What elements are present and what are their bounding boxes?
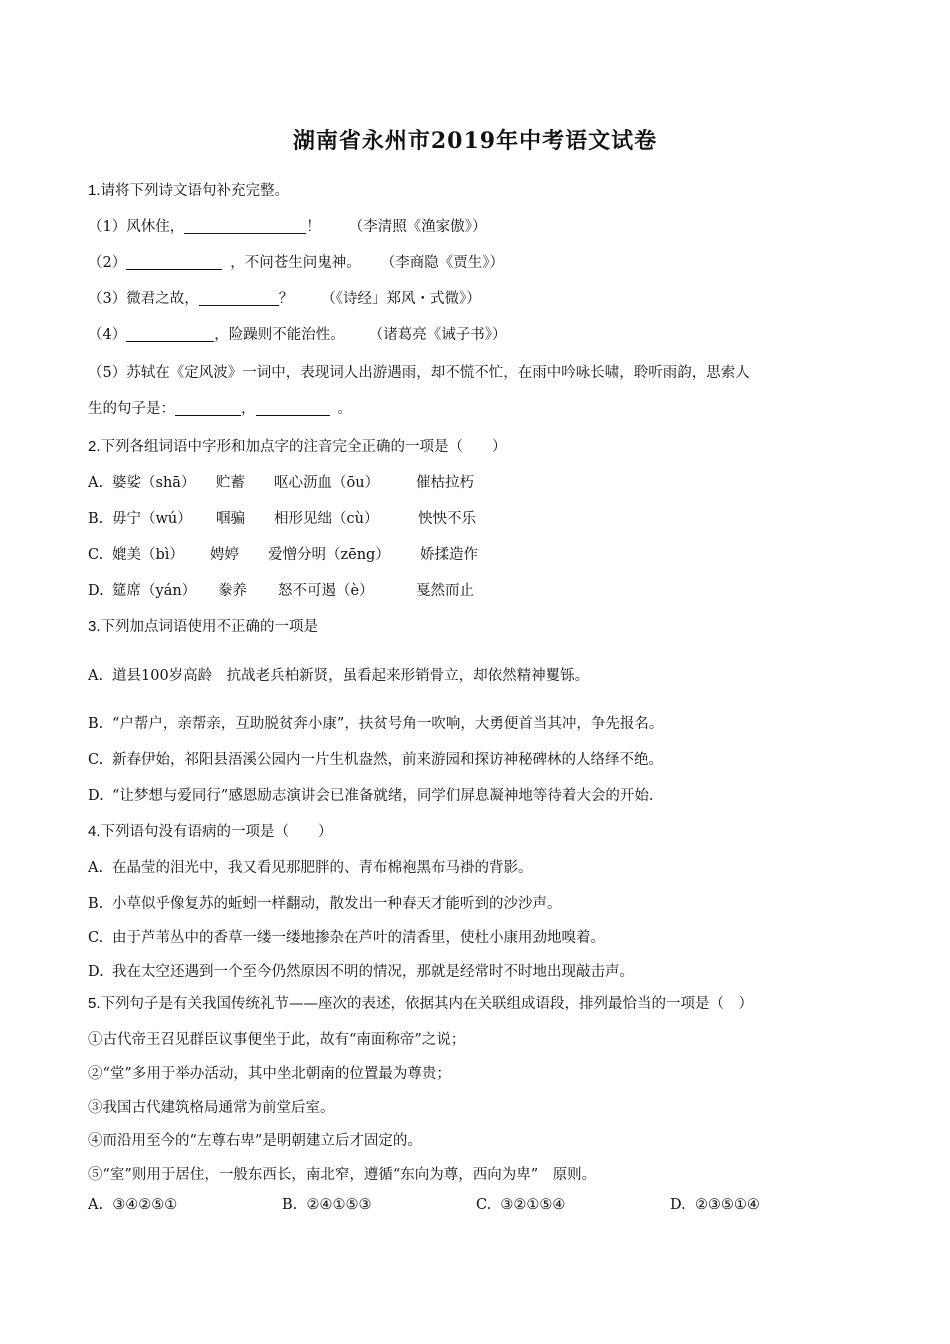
option-word: 相形见绌（cù）: [274, 511, 379, 527]
question-number: 1.: [88, 182, 101, 199]
q4-option-a: [88, 857, 890, 879]
q1-item-4: [88, 324, 890, 346]
option-text: ③④②⑤①: [112, 1197, 178, 1213]
option-label: B.: [88, 896, 104, 912]
option-label: D.: [88, 788, 104, 804]
q5-sentence: [88, 1097, 890, 1119]
option-word: 怒不可遏（è）: [278, 583, 374, 599]
q1-item-3: [88, 288, 890, 310]
option-word: 媲美（bì）: [112, 547, 184, 563]
question-text: 请将下列诗文语句补充完整。: [100, 183, 290, 199]
q1-item-2: [88, 252, 890, 274]
question-text: 下列语句没有语病的一项是（ ）: [100, 824, 333, 840]
answer-blank[interactable]: [126, 253, 222, 270]
item-source: （诸葛亮《诫子书》）: [368, 327, 507, 343]
item-source: （《诗经」郑风・式微》）: [321, 291, 481, 307]
q3-option-d: [88, 785, 890, 807]
option-word: 婆娑（shā）: [112, 475, 196, 491]
option-text: ②③⑤①④: [694, 1197, 760, 1213]
sentence-text: ③我国古代建筑格局通常为前堂后室。: [88, 1100, 335, 1116]
option-word: 毋宁（wú）: [112, 511, 192, 527]
q3-option-a: [88, 665, 890, 687]
option-text: 我在太空还遇到一个至今仍然原因不明的情况，那就是经常时不时地出现敲击声。: [112, 964, 634, 980]
option-word: 怏怏不乐: [418, 511, 476, 527]
q5-answer-options: [88, 1197, 888, 1219]
option-text: 在晶莹的泪光中，我又看见那肥胖的、青布棉袍黑布马褂的背影。: [112, 860, 533, 876]
option-label: A.: [88, 860, 104, 876]
option-text: ③②①⑤④: [500, 1197, 566, 1213]
q5-option-a[interactable]: [88, 1197, 177, 1213]
option-word: 娇揉造作: [420, 547, 478, 563]
question-text: 下列句子是有关我国传统礼节——座次的表述，依据其内在关联组成语段，排列最恰当的一项是（ ）: [100, 996, 754, 1012]
answer-blank[interactable]: [126, 325, 214, 342]
item-suffix: ？: [278, 291, 294, 307]
item-prefix: （1）风休住，: [88, 219, 185, 235]
option-label: A.: [88, 475, 104, 491]
answer-blank[interactable]: [184, 217, 306, 234]
q5-sentence: [88, 1029, 890, 1051]
q1-item-5-line2: [88, 398, 890, 420]
item-prefix: （2）: [88, 255, 127, 271]
answer-blank[interactable]: [175, 399, 241, 416]
q4-option-d: [88, 961, 890, 983]
option-label: A.: [88, 1197, 104, 1213]
q2-option-a: [88, 472, 890, 494]
option-text: 由于芦苇丛中的香草一缕一缕地掺杂在芦叶的清香里，使杜小康用劲地嗅着。: [112, 930, 605, 946]
option-label: C.: [88, 547, 104, 563]
item-prefix: （3）微君之故，: [88, 291, 199, 307]
item-suffix: 。: [337, 401, 352, 417]
item-prefix: （4）: [88, 327, 127, 343]
option-label: C.: [476, 1197, 492, 1213]
q4-option-c: [88, 927, 890, 949]
option-word: 催枯拉朽: [416, 475, 474, 491]
option-label: D.: [670, 1197, 686, 1213]
sentence-text: ④而沿用至今的“左尊右卑”是明朝建立后才固定的。: [88, 1133, 422, 1149]
option-word: 贮蓄: [216, 475, 245, 491]
item-text: （5）苏轼在《定风波》一词中，表现词人出游遇雨，却不慌不忙，在雨中吟咏长啸，聆听雨韵，思索人: [88, 365, 750, 381]
sentence-text: ⑤“室”则用于居住，一般东西长，南北窄，遵循“东向为尊，西向为卑” 原则。: [88, 1167, 597, 1183]
option-word: 爱憎分明（zēng）: [268, 547, 390, 563]
item-source: （李商隐《贾生》）: [380, 255, 504, 271]
q5-option-d[interactable]: [670, 1197, 760, 1213]
q2-option-d: [88, 580, 890, 602]
question-4-stem: [88, 821, 890, 843]
option-word: 啯骗: [216, 511, 245, 527]
option-word: 戛然而止: [416, 583, 474, 599]
question-number: 2.: [88, 438, 101, 455]
q5-option-b[interactable]: [282, 1197, 371, 1213]
question-5-stem: [88, 993, 890, 1015]
page-title: 湖南省永州市2019年中考语文试卷: [292, 128, 658, 154]
q5-option-c[interactable]: [476, 1197, 565, 1213]
option-word: 娉婷: [210, 547, 239, 563]
item-suffix: ！: [306, 219, 321, 235]
q5-sentence: [88, 1164, 890, 1186]
question-2-stem: [88, 436, 890, 458]
q2-option-b: [88, 508, 890, 530]
option-label: B.: [282, 1197, 298, 1213]
option-label: D.: [88, 964, 104, 980]
sentence-text: ①古代帝王召见群臣议事便坐于此，故有“南面称帝”之说；: [88, 1032, 466, 1048]
question-number: 3.: [88, 618, 101, 635]
question-number: 5.: [88, 995, 101, 1012]
sentence-text: ②“堂”多用于举办活动，其中坐北朝南的位置最为尊贵；: [88, 1066, 451, 1082]
option-label: B.: [88, 511, 104, 527]
question-number: 4.: [88, 823, 101, 840]
option-text: 道县100岁高龄 抗战老兵柏新贤，虽看起来形销骨立，却依然精神矍铄。: [112, 668, 590, 684]
option-text: ②④①⑤③: [306, 1197, 372, 1213]
q3-option-c: [88, 749, 890, 771]
option-text: 小草似乎像复苏的蚯蚓一样翻动，散发出一种春天才能听到的沙沙声。: [112, 896, 562, 912]
q2-option-c: [88, 544, 890, 566]
option-label: C.: [88, 752, 104, 768]
option-text: 新春伊始，祁阳县浯溪公园内一片生机盎然，前来游园和探访神秘碑林的人络绎不绝。: [112, 752, 663, 768]
option-label: B.: [88, 716, 104, 732]
q5-sentence: [88, 1063, 890, 1085]
option-label: A.: [88, 668, 104, 684]
option-text: “让梦想与爱同行”感恩励志演讲会已准备就绪，同学们屏息凝神地等待着大会的开始.: [112, 788, 654, 804]
question-text: 下列加点词语使用不正确的一项是: [100, 619, 319, 635]
option-word: 豢养: [218, 583, 247, 599]
answer-blank[interactable]: [256, 399, 330, 416]
item-suffix: ，险躁则不能治性。: [214, 327, 345, 343]
q4-option-b: [88, 893, 890, 915]
question-1-stem: [88, 180, 890, 202]
q3-option-b: [88, 713, 890, 735]
question-3-stem: [88, 616, 890, 638]
answer-blank[interactable]: [199, 289, 279, 306]
option-label: C.: [88, 930, 104, 946]
q1-item-5-line1: [88, 362, 890, 384]
q5-sentence: [88, 1130, 890, 1152]
item-prefix: 生的句子是：: [88, 401, 175, 417]
item-separator: ，: [241, 401, 256, 417]
option-text: “户帮户，亲帮亲，互助脱贫奔小康”，扶贫号角一吹响，大勇便首当其冲，争先报名。: [112, 716, 664, 732]
item-source: （李清照《渔家傲》）: [348, 219, 487, 235]
option-word: 呕心沥血（ōu）: [274, 475, 380, 491]
option-word: 筵席（yán）: [112, 583, 197, 599]
q1-item-1: [88, 216, 890, 238]
option-label: D.: [88, 583, 104, 599]
item-suffix: ，不问苍生问鬼神。: [230, 255, 361, 271]
question-text: 下列各组词语中字形和加点字的注音完全正确的一项是（ ）: [100, 439, 507, 455]
